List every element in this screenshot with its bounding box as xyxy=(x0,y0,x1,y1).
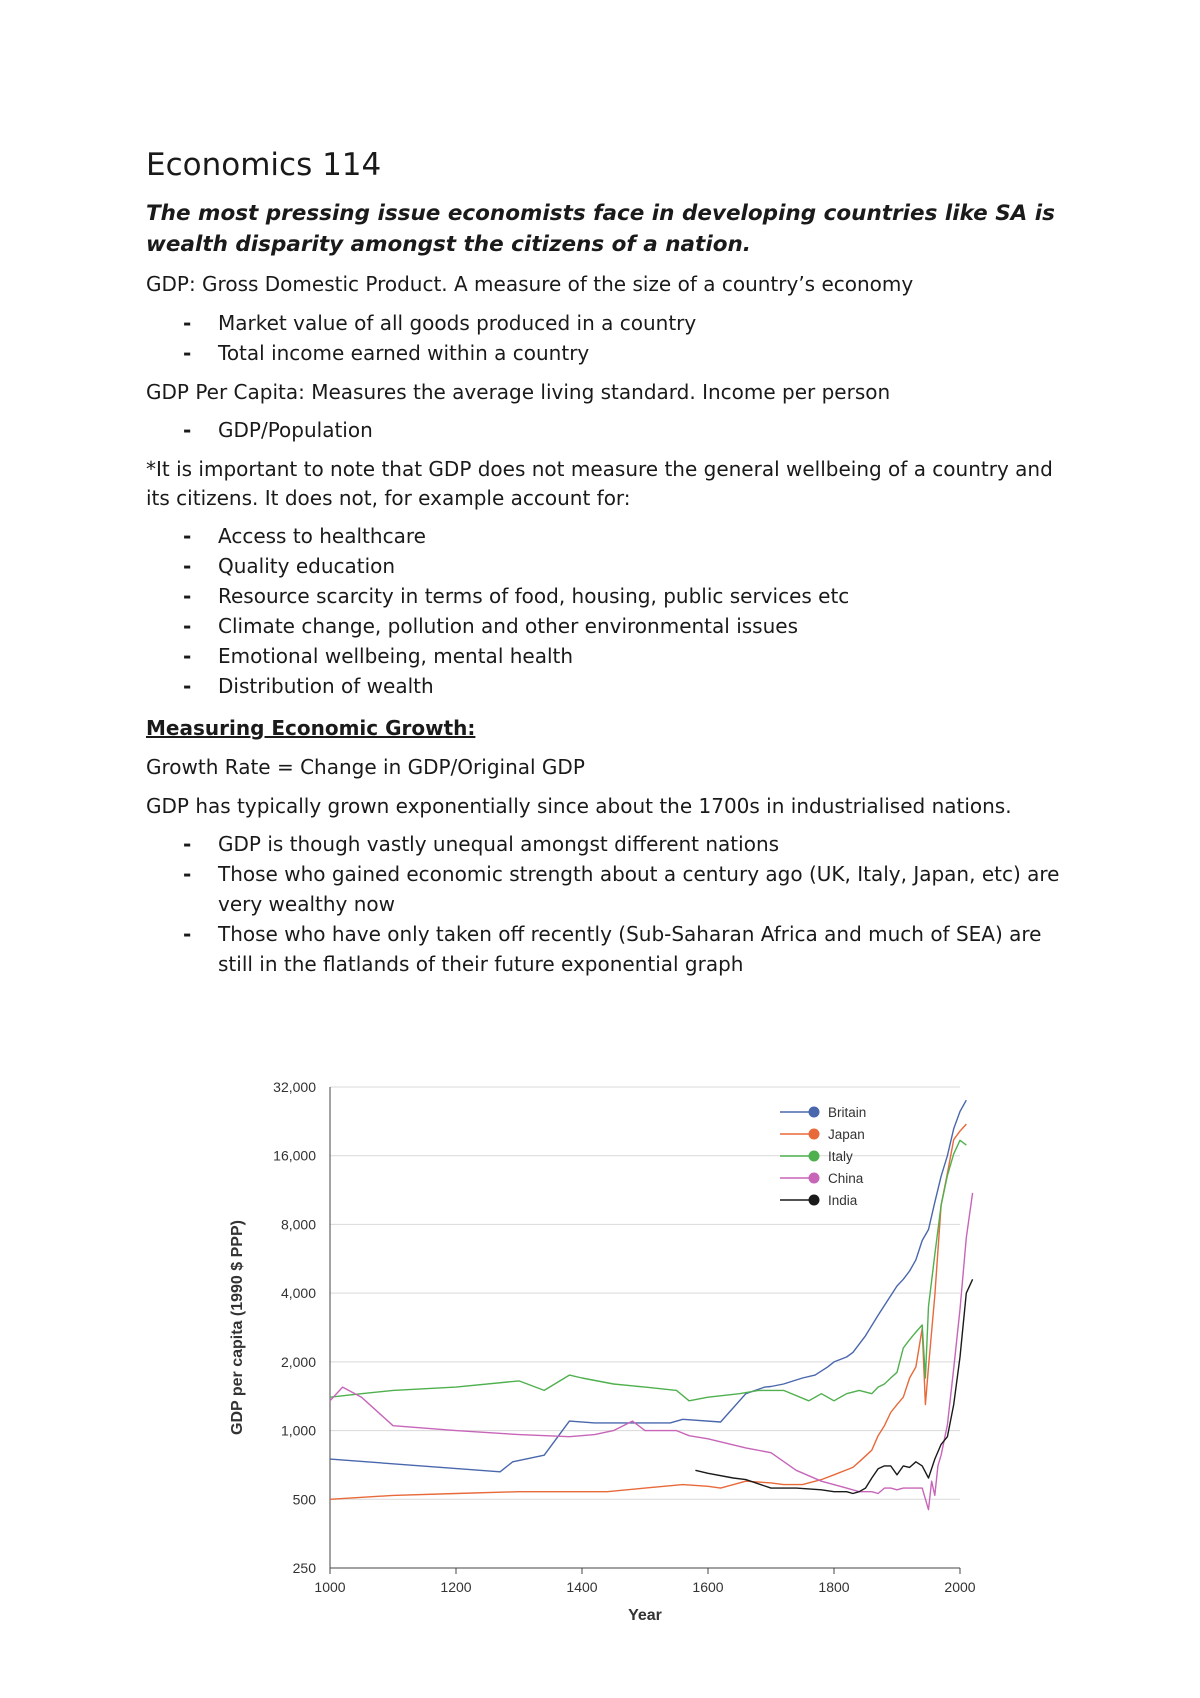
list-item: - Market value of all goods produced in a country xyxy=(146,308,1066,338)
list-item: - Emotional wellbeing, mental health xyxy=(146,641,1066,671)
series-line-china xyxy=(330,1193,973,1510)
wellbeing-list xyxy=(146,521,1066,701)
legend-label: Japan xyxy=(828,1127,865,1142)
series-line-india xyxy=(695,1279,972,1493)
list-item: - Total income earned within a country xyxy=(146,338,1066,368)
x-tick-label: 1400 xyxy=(566,1579,598,1595)
gdp-definition: GDP: Gross Domestic Product. A measure of the size of a country’s economy xyxy=(146,272,914,296)
list-item: - Resource scarcity in terms of food, housing, public services etc xyxy=(146,581,1066,611)
y-tick-label: 8,000 xyxy=(280,1216,316,1233)
list-item: - Those who gained economic strength about a century ago (UK, Italy, Japan, etc) are very wealthy now xyxy=(146,859,1066,919)
page-title: Economics 114 xyxy=(146,147,382,183)
legend-label: India xyxy=(828,1193,858,1208)
list-item: - Access to healthcare xyxy=(146,521,1066,551)
x-tick-label: 2000 xyxy=(944,1579,976,1595)
x-tick-label: 1800 xyxy=(818,1579,850,1595)
document-body xyxy=(146,146,1066,979)
list-item: - GDP/Population xyxy=(146,415,1066,445)
y-tick-label: 1,000 xyxy=(280,1422,316,1439)
legend-label: Britain xyxy=(828,1105,867,1120)
growth-formula: Growth Rate = Change in GDP/Original GDP xyxy=(146,755,585,779)
x-tick-label: 1000 xyxy=(314,1579,346,1595)
legend-marker xyxy=(809,1129,820,1140)
legend-label: China xyxy=(828,1171,864,1186)
list-item: - GDP is though vastly unequal amongst different nations xyxy=(146,829,1066,859)
legend-marker xyxy=(809,1151,820,1162)
x-axis-label: Year xyxy=(628,1607,662,1624)
series-line-japan xyxy=(330,1124,966,1499)
list-item: - Quality education xyxy=(146,551,1066,581)
y-tick-label: 500 xyxy=(292,1491,316,1508)
growth-text: GDP has typically grown exponentially since about the 1700s in industrialised nations. xyxy=(146,793,1012,818)
growth-list xyxy=(146,829,1066,979)
lead-statement: The most pressing issue economists face in developing countries like SA is wealth disparity amongst the citizens of a nation. xyxy=(146,201,1055,257)
y-tick-label: 32,000 xyxy=(273,1079,316,1095)
x-tick-label: 1600 xyxy=(692,1579,724,1595)
y-tick-label: 4,000 xyxy=(280,1285,316,1302)
legend-marker xyxy=(809,1173,820,1184)
x-tick-label: 1200 xyxy=(440,1579,472,1595)
gdp-per-capita-list xyxy=(146,415,1066,445)
y-tick-label: 16,000 xyxy=(273,1147,316,1164)
gdp-list xyxy=(146,308,1066,368)
legend-marker xyxy=(809,1195,820,1206)
y-tick-label: 2,000 xyxy=(280,1353,316,1370)
wellbeing-note: *It is important to note that GDP does not measure the general wellbeing of a country and its citizens. It does not, for example account for: xyxy=(146,457,1053,510)
legend-label: Italy xyxy=(828,1149,853,1164)
list-item: - Distribution of wealth xyxy=(146,671,1066,701)
gdp-chart xyxy=(212,1075,992,1630)
y-tick-label: 250 xyxy=(292,1560,316,1576)
y-axis-label: GDP per capita (1990 $ PPP) xyxy=(229,1220,246,1435)
section-heading: Measuring Economic Growth: xyxy=(146,716,476,740)
gdp-per-capita-definition: GDP Per Capita: Measures the average living standard. Income per person xyxy=(146,379,891,404)
list-item: - Those who have only taken off recently (Sub-Saharan Africa and much of SEA) are still in the flatlands of their future exponential graph xyxy=(146,919,1066,979)
chart-svg xyxy=(212,1075,992,1630)
list-item: - Climate change, pollution and other environmental issues xyxy=(146,611,1066,641)
legend-marker xyxy=(809,1107,820,1118)
